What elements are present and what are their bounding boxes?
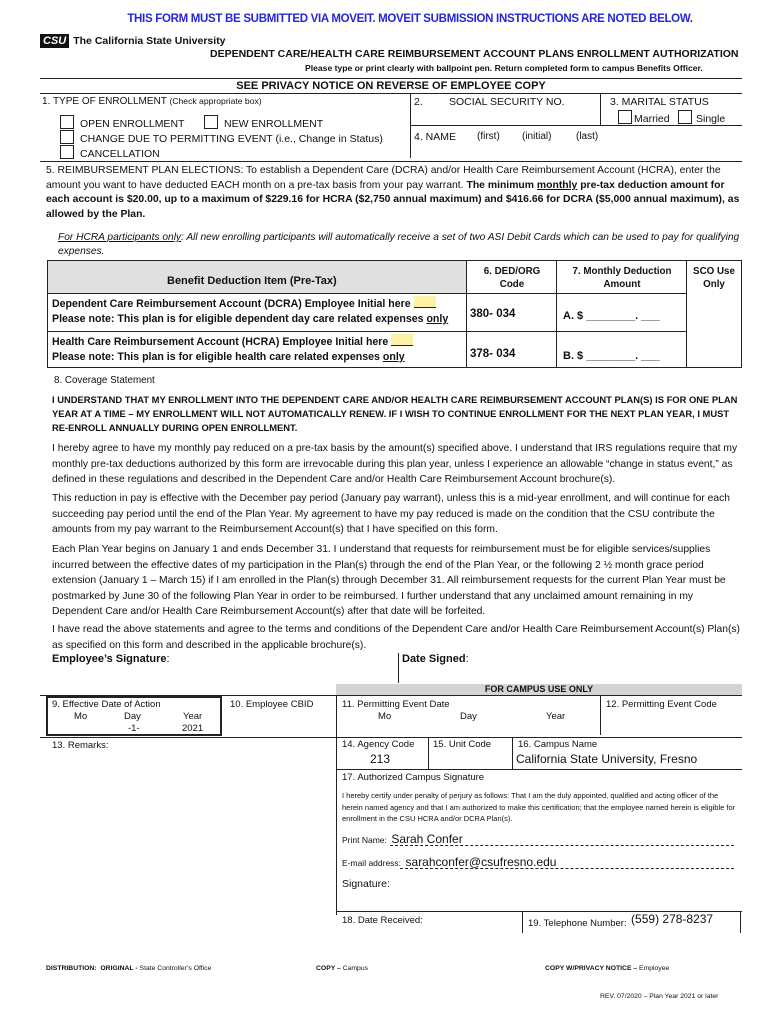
open-enrollment-option[interactable]: OPEN ENROLLMENT xyxy=(60,115,184,130)
campus-use-header: FOR CAMPUS USE ONLY xyxy=(484,684,594,694)
date-received-label: 18. Date Received: xyxy=(342,915,423,926)
csu-logo xyxy=(40,33,226,49)
permitting-event-checkbox[interactable] xyxy=(60,130,74,144)
married-option[interactable]: Married xyxy=(618,110,670,125)
single-checkbox[interactable] xyxy=(678,110,692,124)
agency-code-value[interactable]: 213 xyxy=(370,752,391,766)
email-value[interactable]: sarahconfer@csufresno.edu xyxy=(405,855,557,869)
dcra-code: 380- 034 xyxy=(470,308,516,320)
enrollment-type-label: 1. TYPE OF ENROLLMENT (Check appropriate box) xyxy=(42,96,262,107)
permitting-event-option[interactable]: CHANGE DUE TO PERMITTING EVENT (i.e., Change in Status) xyxy=(60,130,383,145)
monthly-amount-header: 7. Monthly Deduction Amount xyxy=(572,266,672,290)
table-row: Health Care Reimbursement Account (HCRA) Employee Initial here Please note: This plan is for eligible health care related expenses only xyxy=(52,334,413,365)
sco-use-header: SCO Use Only xyxy=(693,266,735,290)
distribution-original: DISTRIBUTION: ORIGINAL - State Controller’s Office xyxy=(46,965,212,972)
print-name-value[interactable]: Sarah Confer xyxy=(391,832,463,846)
telephone-label: 19. Telephone Number: xyxy=(528,918,627,929)
plan-elections-text: 5. REIMBURSEMENT PLAN ELECTIONS: To establish a Dependent Care (DCRA) and/or Health Care Reimbursement Account (HCRA), enter the amount you want to have deducted EACH month on a pre-tax basis from your pay warrant. The minimum monthly pre-tax deduction amount for each account is $20.00, up to a maximum of $229.16 for HCRA ($2,750 annual maximum) and $416.66 for DCRA ($5,000 annual maximum), as allowed by the Plan. xyxy=(46,165,740,220)
coverage-paragraph-1: I hereby agree to have my monthly pay reduced on a pre-tax basis by the amount(s) specified above. I understand that IRS regulations require that my monthly pre-tax deductions authorized by this form are irrevocable during this plan year, unless I experience an allowable “change in status event,” as defined in these regulations and described in the Dependent Care and/or Health Care Reimbursement Account brochure(s). xyxy=(52,443,738,486)
certification-text: I hereby certify under penalty of perjury as follows: That I am the duly appointed, qualified and acting officer of the herein named agency and that I am authorized to make this certification; that the employee named herein is eligible for enrollment in the CSU HCRA and/or DCRA Plan(s). xyxy=(342,791,736,824)
hcra-initial-field[interactable] xyxy=(391,334,413,346)
employee-cbid-label: 10. Employee CBID xyxy=(230,699,314,710)
ded-org-code-header: 6. DED/ORG Code xyxy=(483,266,541,290)
table-row: Dependent Care Reimbursement Account (DCRA) Employee Initial here Please note: This plan is for eligible dependent day care related expenses only xyxy=(52,298,449,325)
authorized-signature-label: 17. Authorized Campus Signature xyxy=(342,772,485,783)
single-option[interactable]: Single xyxy=(678,110,725,125)
coverage-paragraph-4: I have read the above statements and agree to the terms and conditions of the Dependent Care and/or Health Care Reimbursement Account(s) Plan(s) as specified on this form and described in the applicable brochure(s). xyxy=(52,624,740,651)
permitting-day-label: Day xyxy=(460,711,477,722)
csu-logo-name: The California State University xyxy=(73,35,226,47)
print-name-label: Print Name: xyxy=(342,835,387,845)
revision-note: REV. 07/2020 – Plan Year 2021 or later xyxy=(600,993,719,1000)
name-first-hint: (first) xyxy=(477,131,500,142)
signature-label: Signature: xyxy=(342,878,390,890)
distribution-copy-campus: COPY – Campus xyxy=(316,965,369,972)
dcra-amount[interactable]: A. $ ________. ___ xyxy=(563,310,660,322)
email-label: E-mail address: xyxy=(342,858,402,868)
form-subtitle: Please type or print clearly with ballpoint pen. Return completed form to campus Benefits Officer. xyxy=(305,63,703,73)
marital-status-label: 3. MARITAL STATUS xyxy=(610,96,709,108)
campus-name-label: 16. Campus Name xyxy=(518,739,598,750)
unit-code-label: 15. Unit Code xyxy=(433,739,492,750)
new-enrollment-checkbox[interactable] xyxy=(204,115,218,129)
open-enrollment-checkbox[interactable] xyxy=(60,115,74,129)
effective-year-value[interactable]: 2021 xyxy=(182,723,204,734)
effective-day-label: Day xyxy=(124,711,141,722)
hcra-amount[interactable]: B. $ ________. ___ xyxy=(563,350,660,362)
date-signed-label: Date Signed: xyxy=(402,653,469,665)
telephone-value[interactable]: (559) 278-8237 xyxy=(631,912,714,926)
cancellation-option[interactable]: CANCELLATION xyxy=(60,145,160,160)
new-enrollment-option[interactable]: NEW ENROLLMENT xyxy=(204,115,323,130)
coverage-paragraph-3: Each Plan Year begins on January 1 and ends December 31. I understand that requests for reimbursement must be for eligible services/supplies incurred between the effective dates of my participation in the Plan(s) through the end of the Plan Year, or the following 2 ½ month grace period extension (January 1 – March 15) if I am enrolled in the Plan(s) through December 31. All reimbursement requests for the current Plan Year must be postmarked by June 30 of the following Plan Year in order to be reimbursed. I further understand that any unclaimed amount remaining in my Dependent Care and/or Health Care Reimbursement Account(s) after that date will be forfeited. xyxy=(52,544,726,618)
hcra-initial-label: Health Care Reimbursement Account (HCRA) Employee Initial here xyxy=(52,336,389,348)
distribution-copy-employee: COPY W/PRIVACY NOTICE – Employee xyxy=(545,965,670,972)
cancellation-checkbox[interactable] xyxy=(60,145,74,159)
remarks-label: 13. Remarks: xyxy=(52,740,109,751)
permitting-year-label: Year xyxy=(546,711,566,722)
name-last-hint: (last) xyxy=(576,131,599,142)
hcra-code: 378- 034 xyxy=(470,348,516,360)
coverage-statement-title: 8. Coverage Statement xyxy=(54,375,155,386)
agency-code-label: 14. Agency Code xyxy=(342,739,415,750)
privacy-notice: SEE PRIVACY NOTICE ON REVERSE OF EMPLOYEE COPY xyxy=(236,80,546,92)
effective-day-value[interactable]: -1- xyxy=(128,723,140,734)
form-title: DEPENDENT CARE/HEALTH CARE REIMBURSEMENT ACCOUNT PLANS ENROLLMENT AUTHORIZATION xyxy=(210,48,739,60)
name-label: 4. NAME xyxy=(414,131,457,143)
hcra-note: For HCRA participants only: All new enrolling participants will automatically receive a set of two ASI Debit Cards which can be used to pay for qualifying expenses. xyxy=(58,232,740,258)
effective-date-label: 9. Effective Date of Action xyxy=(52,699,161,710)
csu-logo-mark: CSU xyxy=(40,34,69,48)
dcra-initial-label: Dependent Care Reimbursement Account (DCRA) Employee Initial here xyxy=(52,298,411,310)
effective-year-label: Year xyxy=(183,711,203,722)
married-checkbox[interactable] xyxy=(618,110,632,124)
name-initial-hint: (initial) xyxy=(522,131,552,142)
submission-banner: THIS FORM MUST BE SUBMITTED VIA MOVEIT. MOVEIT SUBMISSION INSTRUCTIONS ARE NOTED BELOW. xyxy=(127,13,693,25)
coverage-paragraph-2: This reduction in pay is effective with the December pay period (January pay warrant), unless this is a mid-year enrollment, and will continue for each succeeding pay period until the end of the Plan Year. My agreement to have my pay reduced is made on the condition that the CSU contribute the amounts from my pay warrant to the Reimbursement Account(s) that I have specified on this form. xyxy=(52,493,731,536)
telephone-row xyxy=(528,910,713,929)
campus-name-value[interactable]: California State University, Fresno xyxy=(516,752,698,766)
ssn-label: 2. SOCIAL SECURITY NO. xyxy=(414,96,565,108)
permitting-date-label: 11. Permitting Event Date xyxy=(342,699,450,710)
coverage-bold-statement: I UNDERSTAND THAT MY ENROLLMENT INTO THE DEPENDENT CARE AND/OR HEALTH CARE REIMBURSEMENT ACCOUNT PLAN(S) IS FOR ONE PLAN YEAR AT A TIME – MY ENROLLMENT WILL NOT AUTOMATICALLY RENEW. IF I WISH TO CONTINUE ENROLLMENT FOR THE NEXT PLAN YEAR, I MUST RE-ENROLL ANNUALLY DURING OPEN ENROLLMENT. xyxy=(52,394,738,434)
effective-mo-label: Mo xyxy=(74,711,88,722)
permitting-mo-label: Mo xyxy=(378,711,392,722)
dcra-initial-field[interactable] xyxy=(414,296,436,308)
permitting-code-label: 12. Permitting Event Code xyxy=(606,699,717,710)
benefit-item-header: Benefit Deduction Item (Pre-Tax) xyxy=(167,275,337,287)
employee-signature-label: Employee’s Signature: xyxy=(52,653,170,665)
